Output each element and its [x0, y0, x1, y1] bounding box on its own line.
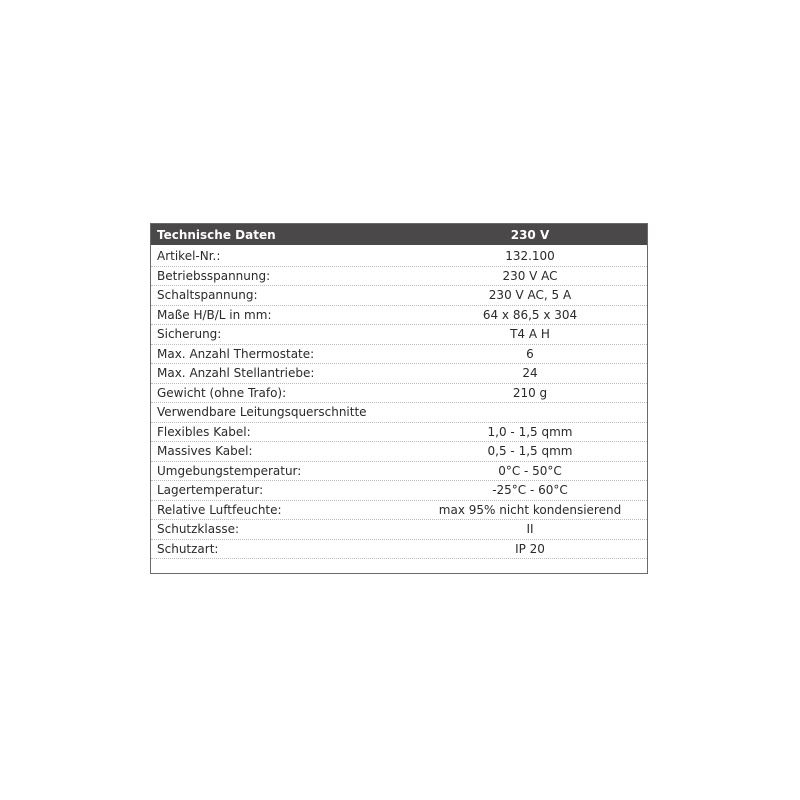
row-value: 24: [522, 366, 538, 381]
table-row: [151, 462, 647, 482]
row-value: T4 A H: [510, 327, 550, 342]
row-value: 210 g: [512, 385, 548, 400]
table-row: [151, 345, 647, 365]
table-row: [151, 306, 647, 326]
row-label: Sicherung:: [157, 327, 222, 342]
row-value: 64 x 86,5 x 304: [482, 307, 578, 322]
table-row: [151, 384, 647, 404]
row-label: Max. Anzahl Thermostate:: [157, 346, 315, 361]
table-row: [151, 403, 647, 423]
row-label: Relative Luftfeuchte:: [157, 502, 282, 517]
row-label: Massives Kabel:: [157, 444, 253, 459]
header-label: Technische Daten: [157, 227, 276, 242]
row-value: 0,5 - 1,5 qmm: [487, 444, 573, 459]
table-row: [151, 364, 647, 384]
row-value: 1,0 - 1,5 qmm: [487, 424, 573, 439]
row-value: II: [526, 522, 534, 537]
table-row: [151, 481, 647, 501]
row-label: Lagertemperatur:: [157, 483, 264, 498]
row-label: Schutzklasse:: [157, 522, 239, 537]
table-row: [151, 501, 647, 521]
row-value: 6: [526, 346, 534, 361]
row-label: Max. Anzahl Stellantriebe:: [157, 366, 315, 381]
table-row: [151, 540, 647, 560]
row-label: Umgebungstemperatur:: [157, 463, 302, 478]
row-label: Schaltspannung:: [157, 288, 258, 303]
table-row: [151, 325, 647, 345]
row-value: IP 20: [515, 541, 545, 556]
row-value: 0°C - 50°C: [498, 463, 562, 478]
row-label: Artikel-Nr.:: [157, 249, 221, 264]
row-label: Gewicht (ohne Trafo):: [157, 385, 287, 400]
table-row: [151, 442, 647, 462]
table-row: [151, 423, 647, 443]
row-label: Betriebsspannung:: [157, 268, 271, 283]
row-label: Maße H/B/L in mm:: [157, 307, 272, 322]
header-value: 230 V: [510, 227, 550, 242]
table-row: [151, 267, 647, 287]
row-value: -25°C - 60°C: [492, 483, 568, 498]
row-value: 230 V AC: [502, 268, 558, 283]
spec-table: [150, 223, 648, 574]
table-row: [151, 520, 647, 540]
row-value: 230 V AC, 5 A: [488, 288, 572, 303]
row-label: Verwendbare Leitungsquerschnitte: [157, 405, 367, 420]
row-value: max 95% nicht kondensierend: [438, 502, 622, 517]
table-row: [151, 247, 647, 267]
table-header: [151, 224, 647, 245]
row-value: 132.100: [505, 249, 555, 264]
table-body: [151, 245, 647, 559]
row-label: Flexibles Kabel:: [157, 424, 251, 439]
table-row: [151, 286, 647, 306]
row-label: Schutzart:: [157, 541, 219, 556]
